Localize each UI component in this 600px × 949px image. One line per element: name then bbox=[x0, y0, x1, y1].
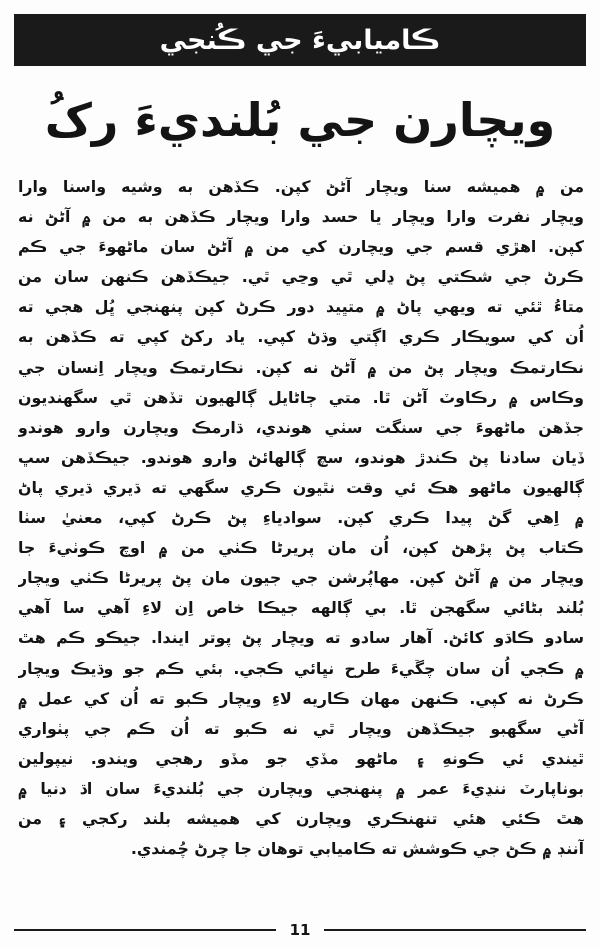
body-line: ڏيان سادنا پڻ ڪندڙ هوندو، سچ ڳالهائڻ وارو هوندو. جيڪڏهن سڀ bbox=[18, 447, 584, 467]
body-line: ويچار نفرت وارا ويچار يا حسد وارا ويچار ڪڏهن به من ۾ آڻڻ نه bbox=[18, 207, 584, 227]
article-title: ويچارن جي بُلنديءَ رکُ bbox=[44, 93, 556, 147]
body-line: اُن کي سويڪار ڪري اڳتي وڌڻ کپي. ياد رکڻ کپي ته ڪڏهن به bbox=[18, 327, 584, 347]
section-header-band bbox=[14, 14, 586, 66]
body-line: بُلند بڻائي سگهجن ٿا. بي ڳالهه جيڪا خاص اِن لاءِ آهي سا آهي bbox=[18, 598, 584, 618]
body-line: ويچار من ۾ آڻڻ کپن. مهاپُرشن جي جيون مان پڻ پريرڻا ڪٺي ويچار bbox=[18, 568, 584, 588]
body-line: جڏهن ماڻهوءَ جي سنگت سٺي هوندي، ڌارمڪ ويچارن وارو هوندو bbox=[18, 417, 584, 437]
body-line: متاءُ ٿئي ته ويهي پاڻ ۾ متڀيد دور ڪرڻ کپن پنهنجي ڀُل هجي ته bbox=[18, 297, 584, 317]
body-line: هٿ ڪئي هئي تنهنڪري ويچارن کي هميشه بلند رکجي ۽ من bbox=[18, 808, 584, 828]
footer-rule-right bbox=[324, 929, 586, 931]
body-line: بوناپارٽ ننڍيءَ عمر ۾ پنهنجي ويچارن جي بُلنديءَ سان اڌ دنيا ۾ bbox=[18, 778, 584, 798]
body-line: کپن. اهڙي قسم جي ويچارن کي من ۾ آڻڻ سان ماڻهوءَ جي ڪم bbox=[18, 237, 584, 257]
body-line: ڪرڻ جي شڪتي پڻ ڍلي ٿي وڃي ٿي. جيڪڏهن ڪنهن سان من bbox=[18, 267, 584, 287]
body-line: من ۾ هميشه سنا ويچار آڻڻ کپن. ڪڏهن به وشيه واسنا وارا bbox=[18, 177, 584, 196]
body-line: وڪاس ۾ رڪاوٽ آڻن ٿا. متي ڄاڻايل ڳالهيون تڏهن ٿي سگهنديون bbox=[18, 387, 584, 407]
section-title: ڪاميابيءَ جي ڪُنجي bbox=[159, 24, 441, 56]
body-line: نڪارتمڪ ويچار پڻ من ۾ آڻڻ نه کپن. نڪارتمڪ ويچار اِنسان جي bbox=[18, 357, 584, 377]
body-line: ۾ ڪجي اُن سان چڱيءَ طرح نڀائي ڪجي. بئي ڪم جو وڌيڪ ويچار bbox=[18, 658, 584, 678]
footer-rule-left bbox=[14, 929, 276, 931]
body-line: ۾ اِهي گڻ پيدا ڪري کپن. سوادياءِ پڻ ڪرڻ کپي، معنيٰ سٺا bbox=[18, 508, 584, 528]
body-line: آننڊ ۾ ڪڻ جي ڪوشش ته ڪاميابي توهان جا چرڻ چُمندي. bbox=[130, 839, 584, 859]
page-footer bbox=[14, 920, 586, 940]
body-line: آڻي سگهبو جيڪڏهن ويچار ٿي نه ڪبو ته اُن ڪم جي پٺواري bbox=[18, 718, 584, 738]
page-number: 11 bbox=[289, 921, 311, 939]
body-line: سادو ڪاڌو کائڻ. آهار سادو ته ويچار پڻ پوتر ايندا. جيڪو ڪم هٿ bbox=[18, 628, 584, 648]
article-body bbox=[18, 172, 584, 894]
body-line: ٿيندي ئي ڪونهِ ۽ ماڻهو مڏي جو مڏو رهجي ويندو. نيپولين bbox=[18, 748, 584, 768]
body-line: ڪرڻ نه کپي. ڪنهن مهان ڪاريه لاءِ ويچار ڪبو ته اُن کي عمل ۾ bbox=[18, 688, 584, 708]
body-line: ڪتاب پڻ پڙهڻ کپن، اُن مان پريرڻا ڪٺي من ۾ اوچ ڪوٺيءَ جا bbox=[18, 538, 584, 558]
body-line: ڳالهيون ماڻهو هڪ ئي وقت نٿيون ڪري سگهي ته ڌيري ڌيري پاڻ bbox=[18, 477, 584, 497]
